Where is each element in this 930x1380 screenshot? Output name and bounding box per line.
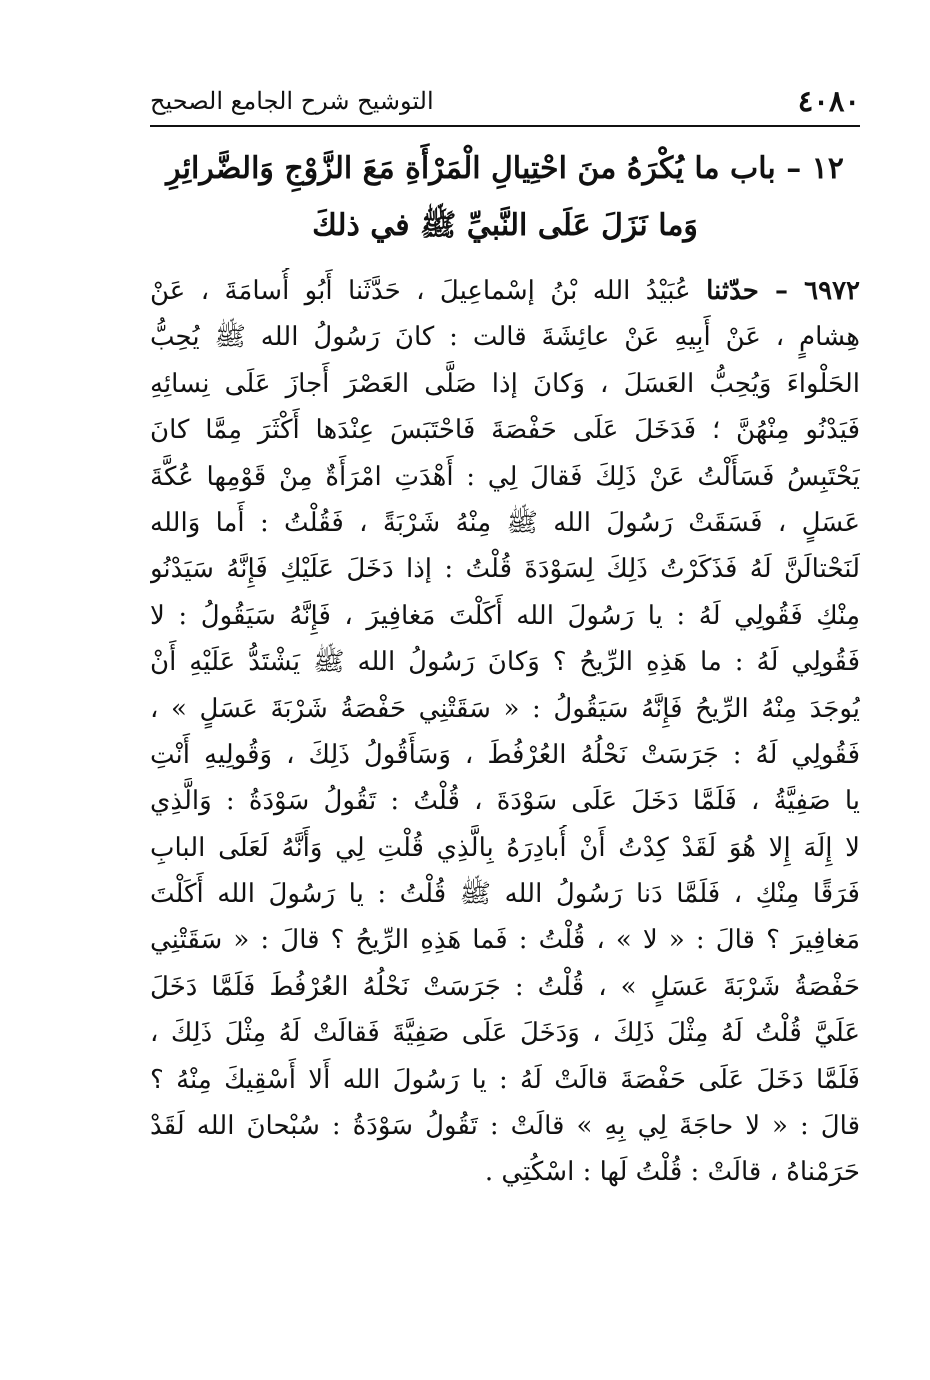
text-line: يُوجَدَ مِنْهُ الرِّيحُ فَإِنَّهُ سَيَقُولُ : « سَقَتْنِي حَفْصَةُ شَرْبَةَ عَسَلٍ » ، [150,693,860,724]
text-line: عَلَيَّ قُلْتُ لَهُ مِثْلَ ذَلِكَ ، وَدَخَلَ عَلَى صَفِيَّةَ فَقالَتْ لَهُ مِثْلَ ذَلِكَ ، [150,1018,860,1049]
text-line: الحَلْواءَ وَيُحِبُّ العَسَلَ ، وَكانَ إذا صَلَّى العَصْرَ أَجازَ عَلَى نِسائِهِ [150,368,860,399]
chapter-title-line-2: وَما نَزَلَ عَلَى النَّبيِّ ﷺ في ذلكَ [312,208,698,243]
text-line: فَيَدْنُو مِنْهُنَّ ؛ فَدَخَلَ عَلَى حَفْصَةَ فَاحْتَبَسَ عِنْدَها أَكْثَرَ مِمَّا كانَ [150,415,860,446]
text-line: يا صَفِيَّةُ ، فَلَمَّا دَخَلَ عَلَى سَوْدَةَ ، قُلْتُ : تَقُولُ سَوْدَةُ : وَالَّذِي [150,786,860,817]
text-line: مِنْكِ فَقُولِي لَهُ : يا رَسُولَ الله أَكَلْتَ مَغافِيرَ ، فَإِنَّهُ سَيَقُولُ : لا [150,600,860,631]
text-line: يَحْتَبِسُ فَسَأَلْتُ عَنْ ذَلِكَ فَقالَ لِي : أَهْدَتِ امْرَأَةٌ مِنْ قَوْمِها عُكَّةَ [150,461,860,492]
text-line: فَلَمَّا دَخَلَ عَلَى حَفْصَةَ قالَتْ لَهُ : يا رَسُولَ الله أَلا أَسْقِيكَ مِنْهُ ؟ [150,1064,860,1095]
text-line-content: عُبَيْدُ الله بْنُ إسْماعِيلَ ، حَدَّثَنا أَبُو أُسامَةَ ، عَنْ [150,276,691,306]
text-line: فَرَقًا مِنْكِ ، فَلَمَّا دَنا رَسُولُ الله ﷺ قُلْتُ : يا رَسُولَ الله أَكَلْتَ [150,879,860,910]
text-line: مَغافِيرَ ؟ قالَ : « لا » ، قُلْتُ : فَما هَذِهِ الرِّيحُ ؟ قالَ : « سَقَتْنِي [150,925,860,956]
header-divider [150,125,860,127]
text-line: لَنَحْتالَنَّ لَهُ فَذَكَرْتُ ذَلِكَ لِسَوْدَةَ قُلْتُ : إذا دَخَلَ عَلَيْكِ فَإِنَّهُ سَيَدْنُو [150,554,860,585]
running-title: التوشيح شرح الجامع الصحيح [150,87,434,115]
text-line: فَقُولِي لَهُ : ما هَذِهِ الرِّيحُ ؟ وَكانَ رَسُولُ الله ﷺ يَشْتَدُّ عَلَيْهِ أَنْ [150,647,860,678]
text-line: فَقُولِي لَهُ : جَرَسَتْ نَحْلُهُ العُرْفُطَ ، وَسَأَقُولُ ذَلِكَ ، وَقُولِيهِ أَنْتِ [150,739,860,770]
text-line: حَفْصَةُ شَرْبَةَ عَسَلٍ » ، قُلْتُ : جَرَسَتْ نَحْلُهُ العُرْفُطَ فَلَمَّا دَخَلَ [150,971,860,1002]
page-number: ٤٠٨٠ [797,84,860,118]
text-line: لا إِلَهَ إِلا هُوَ لَقَدْ كِدْتُ أَنْ أُبادِرَهُ بِالَّذِي قُلْتِ لِي وَأَنَّهُ لَعَلَى البابِ [150,832,860,863]
chapter-heading [150,140,860,254]
text-line: حَرَمْناهُ ، قالَتْ : قُلْتُ لَها : اسْكُتِي . [484,1157,860,1188]
text-line: قالَ : « لا حاجَةَ لِي بِهِ » قالَتْ : تَقُولُ سَوْدَةُ : سُبْحانَ الله لَقَدْ [150,1111,860,1142]
text-line [150,268,860,314]
chapter-title-line-1: ١٢ – باب ما يُكْرَهُ منَ احْتِيالِ الْمَرْأَةِ مَعَ الزَّوْجِ وَالضَّرائِرِ [166,151,844,186]
page-header [150,80,860,124]
text-line: هِشامٍ ، عَنْ أَبِيهِ عَنْ عائِشَةَ قالت : كانَ رَسُولُ الله ﷺ يُحِبُّ [150,322,860,353]
text-line: عَسَلٍ ، فَسَقَتْ رَسُولَ الله ﷺ مِنْهُ شَرْبَةً ، فَقُلْتُ : أَما وَالله [150,507,860,538]
hadith-text [150,268,860,1196]
hadith-number: ٦٩٧٢ – حدّثنا [706,276,860,306]
